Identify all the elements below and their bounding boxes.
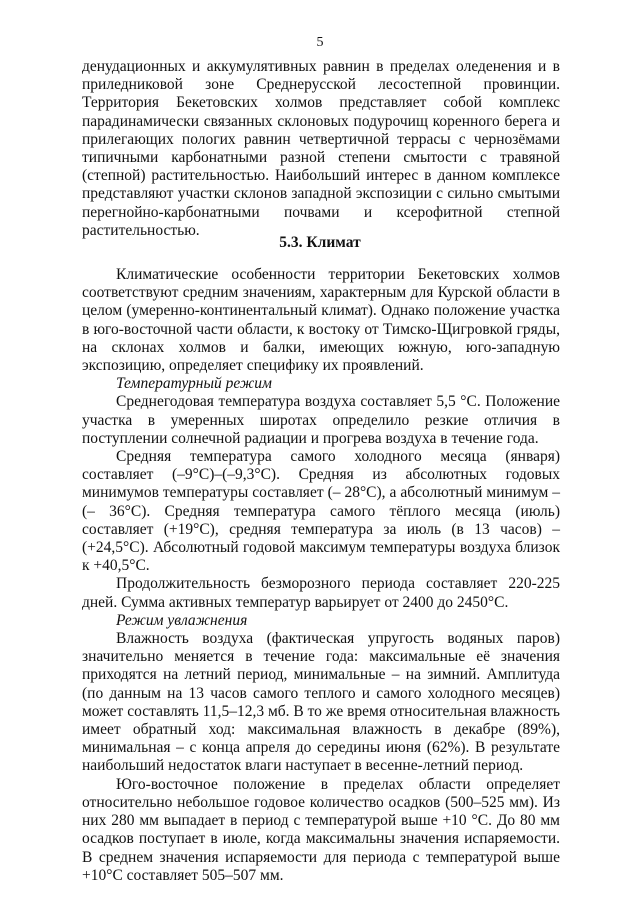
subheading-temperature: Температурный режим (116, 375, 272, 393)
page-number: 5 (316, 35, 324, 50)
climate-block (82, 266, 560, 885)
subheading-humidity: Режим увлажнения (116, 611, 248, 629)
temperature-paragraph-1: Среднегодовая температура воздуха составляет 5,5 °С. Положение участка в умеренных широтах определило резкие отличия в поступлении солнечной радиации и прогрева воздуха в течение года. (82, 393, 560, 447)
humidity-paragraph-2: Юго-восточное положение в пределах области определяет относительно небольшое годовое количество осадков (500–525 мм). Из них 280 мм выпадает в период с температурой выше +10 °С. До 80 мм осадков поступает в июле, когда максимальны значения испаряемости. В среднем значения испаряемости для периода с температурой выше +10°С составляет 505–507 мм. (82, 775, 560, 884)
climate-intro-paragraph: Климатические особенности территории Бекетовских холмов соответствуют средним значениям, характерным для Курской области в целом (умеренно-континентальный климат). Однако положение участка в юго-восточной части области, к востоку от Тимско-Щигровкой гряды, на склонах холмов и балки, имеющих южную, юго-западную экспозицию, определяет специфику их проявлений. (82, 266, 560, 375)
temperature-paragraph-2: Средняя температура самого холодного месяца (января) составляет (–9°С)–(–9,3°С). Средняя из абсолютных годовых минимумов температуры составляет (– 28°С), а абсолютный минимум – (– 36°С). Средняя температура самого тёплого месяца (июль) составляет (+19°С), средняя температура за июль (в 13 часов) – (+24,5°С). Абсолютный годовой максимум температуры воздуха близок к +40,5°С. (82, 448, 560, 575)
temperature-paragraph-3: Продолжительность безморозного периода составляет 220-225 дней. Сумма активных температур варьирует от 2400 до 2450°С. (82, 575, 560, 611)
humidity-paragraph-1: Влажность воздуха (фактическая упругость водяных паров) значительно меняется в течение года: максимальные её значения приходятся на летний период, минимальные – на зимний. Амплитуда (по данным на 13 часов самого теплого и самого холодного месяцев) может составлять 11,5–12,3 мб. В то же время относительная влажность имеет обратный ход: максимальная влажность в декабре (89%), минимальная – с конца апреля до середины июня (62%). В результате наибольший недостаток влаги наступает в весенне-летний период. (82, 630, 560, 775)
section-heading: 5.3. Климат (279, 234, 361, 251)
intro-block (82, 58, 560, 240)
intro-paragraph: денудационных и аккумулятивных равнин в пределах оледенения и в приледниковой зоне Среднерусской лесостепной провинции. Территория Бекетовских холмов представляет собой комплекс парадинамически связанных склоновых подурочищ коренного берега и прилегающих пологих равнин четвертичной террасы с чернозёмами типичными карбонатными разной степени смытости с травяной (степной) растительностью. Наибольший интерес в данном комплексе представляют участки склонов западной экспозиции с сильно смытыми перегнойно-карбонатными почвами и ксерофитной степной растительностью. (82, 58, 560, 239)
